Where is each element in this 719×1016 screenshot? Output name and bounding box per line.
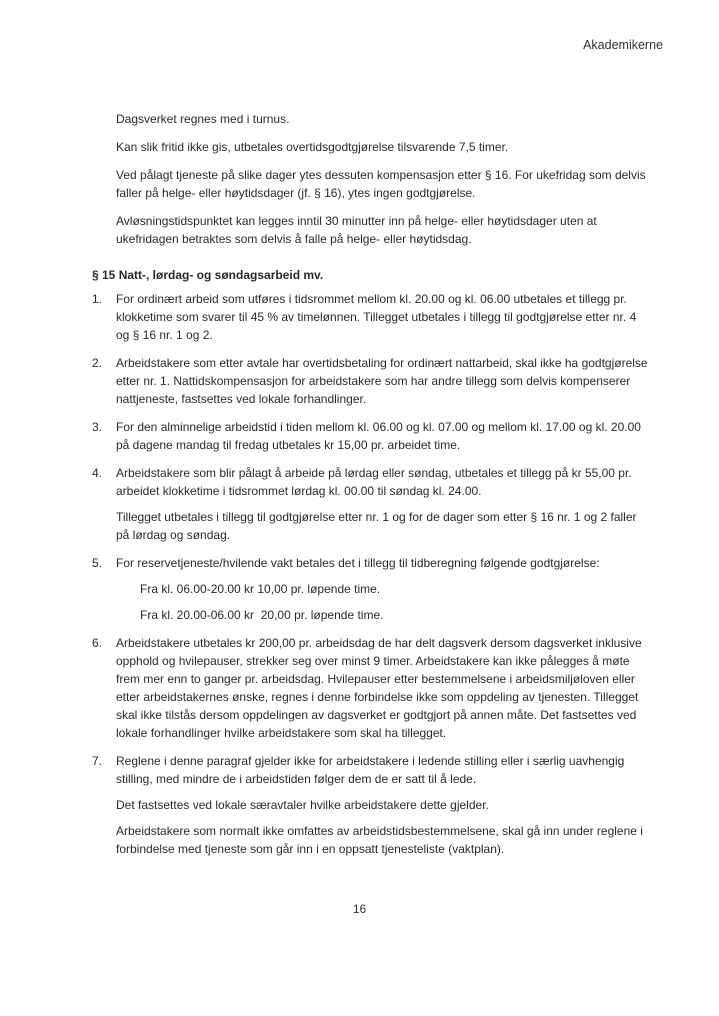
list-item-1 (92, 290, 652, 344)
rate-line: Fra kl. 06.00-20.00 kr 10,00 pr. løpende time. (140, 582, 381, 596)
list-number: 6. (92, 636, 103, 650)
list-item-4 (92, 464, 652, 544)
list-paragraph: Tillegget utbetales i tillegg til godtgjørelse etter nr. 1 og for de dager som etter § 16 nr. 1 og 2 faller på lørdag og søndag. (116, 510, 637, 542)
list-item-5 (92, 554, 652, 624)
list-item-3 (92, 418, 652, 454)
organization-name: Akademikerne (583, 38, 663, 52)
list-paragraph: For reservetjeneste/hvilende vakt betales det i tillegg til tidberegning følgende godtgjørelse: (116, 556, 600, 570)
section-heading: § 15 Natt-, lørdag- og søndagsarbeid mv. (92, 268, 324, 282)
list-number: 4. (92, 466, 103, 480)
list-number: 5. (92, 556, 103, 570)
rate-line: Fra kl. 20.00-06.00 kr 20,00 pr. løpende time. (140, 608, 384, 622)
list-paragraph: For ordinært arbeid som utføres i tidsrommet mellom kl. 20.00 og kl. 06.00 utbetales et tillegg pr. klokketime som svarer til 45 % av timelønnen. Tillegget utbetales i tillegg til godtgjørelse etter nr. 4 og § 16 nr. 1 og 2. (116, 292, 637, 342)
list-paragraph: Arbeidstakere som normalt ikke omfattes av arbeidstidsbestemmelsene, skal gå inn under reglene i forbindelse med tjeneste som går inn i en oppsatt tjenesteliste (vaktplan). (116, 824, 643, 856)
intro-paragraph: Dagsverket regnes med i turnus. (116, 112, 290, 126)
list-paragraph: Arbeidstakere som etter avtale har overtidsbetaling for ordinært nattarbeid, skal ikke ha godtgjørelse etter nr. 1. Nattidskompensasjon for arbeidstakere som har andre tillegg som delvis kompenserer nattjeneste, fastsettes ved lokale forhandlinger. (116, 356, 648, 406)
list-number: 3. (92, 420, 103, 434)
list-number: 1. (92, 292, 103, 306)
intro-paragraph: Ved pålagt tjeneste på slike dager ytes dessuten kompensasjon etter § 16. For ukefridag som delvis faller på helge- eller høytidsdager (jf. § 16), ytes ingen godtgjørelse. (116, 168, 646, 200)
intro-paragraph: Kan slik fritid ikke gis, utbetales overtidsgodtgjørelse tilsvarende 7,5 timer. (116, 140, 509, 154)
list-number: 2. (92, 356, 103, 370)
document-body (92, 110, 652, 868)
list-paragraph: Det fastsettes ved lokale særavtaler hvilke arbeidstakere dette gjelder. (116, 798, 489, 812)
list-paragraph: Arbeidstakere som blir pålagt å arbeide på lørdag eller søndag, utbetales et tillegg på kr 55,00 pr. arbeidet klokketime i tidsrommet lørdag kl. 00.00 til søndag kl. 24.00. (116, 466, 632, 498)
list-paragraph: Reglene i denne paragraf gjelder ikke for arbeidstakere i ledende stilling eller i særlig uavhengig stilling, med mindre de i arbeidstiden følger dem de er satt til å lede. (116, 754, 625, 786)
list-paragraph: Arbeidstakere utbetales kr 200,00 pr. arbeidsdag de har delt dagsverk dersom dagsverket inklusive opphold og hvilepauser, strekker seg over minst 9 timer. Arbeidstakere kan ikke pålegges å møte frem mer enn to ganger pr. arbeidsdag. Hvilepauser etter bestemmelsene i arbeidsmiljøloven eller etter arbeidstakernes ønske, regnes i denne forbindelse ikke som oppdeling av tjenesten. Tillegget skal ikke tilstås dersom oppdelingen av dagsverket er godtgjort på annen måte. Det fastsettes ved lokale forhandlinger hvilke arbeidstakere som skal ha tillegget. (116, 636, 642, 740)
list-item-2 (92, 354, 652, 408)
intro-paragraph: Avløsningstidspunktet kan legges inntil 30 minutter inn på helge- eller høytidsdager uten at ukefridagen betraktes som delvis å falle på helge- eller høytidsdag. (116, 214, 597, 246)
page-number: 16 (352, 902, 367, 916)
list-number: 7. (92, 754, 103, 768)
list-paragraph: For den alminnelige arbeidstid i tiden mellom kl. 06.00 og kl. 07.00 og mellom kl. 17.00 og kl. 20.00 på dagene mandag til fredag utbetales kr 15,00 pr. arbeidet time. (116, 420, 641, 452)
list-item-7 (92, 752, 652, 858)
list-item-6 (92, 634, 652, 742)
